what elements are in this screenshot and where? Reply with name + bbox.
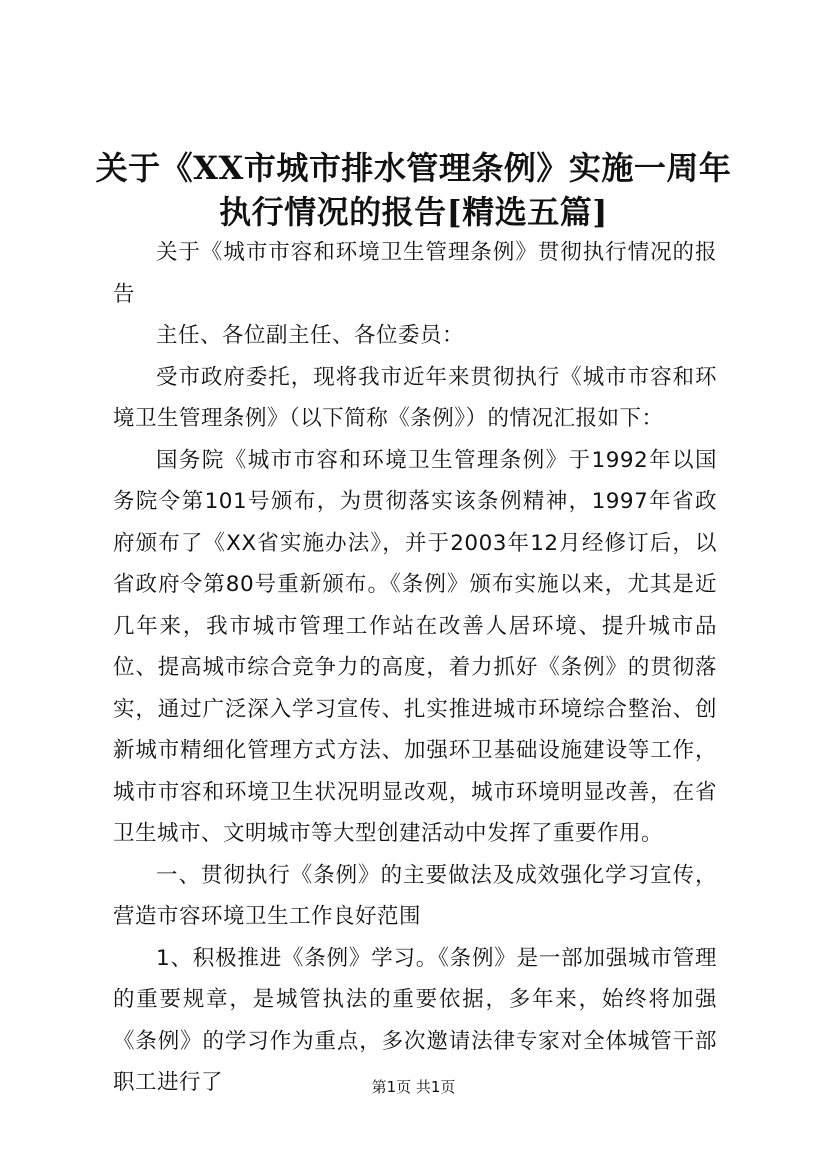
paragraph-report-heading: 关于《城市市容和环境卫生管理条例》贯彻执行情况的报告 (113, 240, 717, 307)
paragraph-background: 国务院《城市市容和环境卫生管理条例》于1992年以国务院令第101号颁布，为贯彻落实该条例精神，1997年省政府颁布了《XX省实施办法》，并于2003年12月经修订后，以省政府令第80号重新颁布。《条例》颁布实施以来，尤其是近几年来，我市城市管理工作站在改善人居环境、提升城市品位、提高城市综合竞争力的高度，着力抓好《条例》的贯彻落实，通过广泛深入学习宣传、扎实推进城市环境综合整治、创新城市精细化管理方式方法、加强环卫基础设施建设等工作，城市市容和环境卫生状况明显改观，城市环境明显改善，在省卫生城市、文明城市等大型创建活动中发挥了重要作用。 (113, 447, 717, 846)
paragraph-item-one: 1、积极推进《条例》学习。《条例》是一部加强城市管理的重要规章，是城管执法的重要依据，多年来，始终将加强《条例》的学习作为重点，多次邀请法律专家对全体城管干部职工进行了 (113, 945, 717, 1095)
document-title (40, 146, 787, 234)
paragraph-salutation: 主任、各位副主任、各位委员： (156, 323, 465, 348)
page-footer: 第1页 共1页 (371, 1078, 456, 1096)
paragraph-section-one: 一、贯彻执行《条例》的主要做法及成效强化学习宣传，营造市容环境卫生工作良好范围 (113, 862, 717, 929)
paragraph-intro: 受市政府委托，现将我市近年来贯彻执行《城市市容和环境卫生管理条例》（以下简称《条例》）的情况汇报如下： (113, 364, 717, 431)
document-body (113, 232, 717, 1104)
title-line-1: 关于《XX市城市排水管理条例》实施一周年 (95, 149, 732, 187)
title-line-2: 执行情况的报告[精选五篇] (219, 193, 608, 231)
